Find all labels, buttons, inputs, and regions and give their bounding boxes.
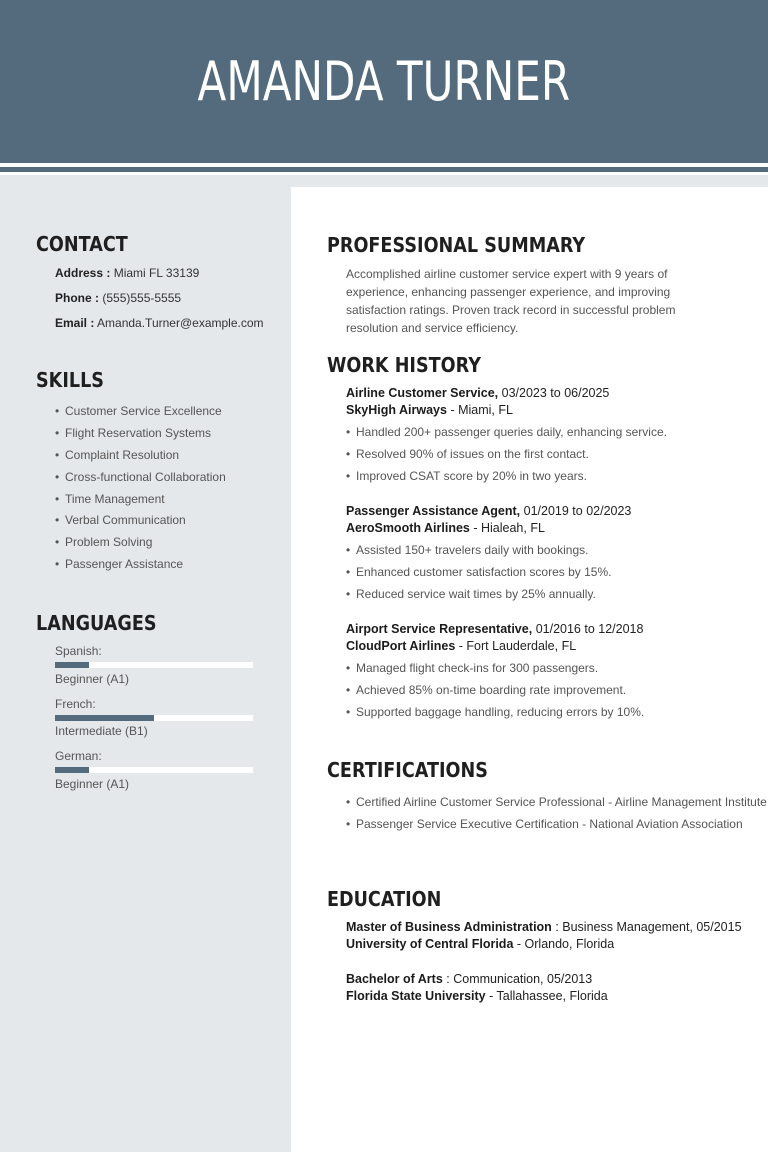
language-proficiency-fill (55, 715, 154, 721)
language-name: Spanish: (55, 644, 102, 658)
job-role: Passenger Assistance Agent, (346, 504, 521, 518)
job-company (346, 521, 545, 535)
job-role: Airport Service Representative, (346, 622, 533, 636)
degree-name: Master of Business Administration (346, 920, 552, 934)
job-company (346, 403, 513, 417)
phone-label: Phone : (55, 291, 99, 305)
job-title (346, 504, 631, 518)
certification-item: • Certified Airline Customer Service Professional - Airline Management Institute (346, 794, 716, 812)
degree-field: : Communication, 05/2013 (446, 972, 593, 986)
language-level: Beginner (A1) (55, 672, 130, 686)
language-proficiency-fill (55, 662, 89, 668)
address-label: Address : (55, 266, 111, 280)
skill-item: • Passenger Assistance (55, 554, 226, 576)
school-name: University of Central Florida (346, 937, 514, 951)
skill-item: • Complaint Resolution (55, 445, 226, 467)
skill-item: • Verbal Communication (55, 510, 226, 532)
education-school (346, 937, 614, 951)
education-heading: EDUCATION (327, 887, 442, 911)
education-school (346, 989, 608, 1003)
job-bullet: • Handled 200+ passenger queries daily, enhancing service. (346, 422, 667, 444)
contact-email (55, 316, 264, 330)
job-company (346, 639, 576, 653)
candidate-name: AMANDA TURNER (197, 50, 571, 113)
skill-item: • Problem Solving (55, 532, 226, 554)
job-dates: 01/2019 to 02/2023 (523, 504, 632, 518)
language-proficiency-fill (55, 767, 89, 773)
job-bullets (346, 540, 611, 606)
job-bullets (346, 658, 644, 724)
job-bullet: • Managed flight check-ins for 300 passengers. (346, 658, 644, 680)
languages-heading: LANGUAGES (36, 611, 157, 635)
language-proficiency-bar (55, 715, 253, 721)
job-bullets (346, 422, 667, 488)
contact-heading: CONTACT (36, 232, 128, 256)
degree-field: : Business Management, 05/2015 (555, 920, 742, 934)
summary-heading: PROFESSIONAL SUMMARY (327, 233, 586, 257)
job-title (346, 622, 643, 636)
school-location: - Orlando, Florida (516, 937, 615, 951)
company-name: CloudPort Airlines (346, 639, 456, 653)
job-bullet: • Achieved 85% on-time boarding rate improvement. (346, 680, 644, 702)
email-label: Email : (55, 316, 95, 330)
job-bullet: • Assisted 150+ travelers daily with bookings. (346, 540, 611, 562)
school-name: Florida State University (346, 989, 486, 1003)
degree-name: Bachelor of Arts (346, 972, 443, 986)
skill-item: • Customer Service Excellence (55, 401, 226, 423)
phone-value: (555)555-5555 (102, 291, 182, 305)
contact-phone (55, 291, 181, 305)
job-bullet: • Enhanced customer satisfaction scores by 15%. (346, 562, 611, 584)
language-proficiency-bar (55, 767, 253, 773)
skill-item: • Cross-functional Collaboration (55, 467, 226, 489)
language-proficiency-bar (55, 662, 253, 668)
language-name: German: (55, 749, 102, 763)
skills-heading: SKILLS (36, 368, 104, 392)
job-bullet: • Reduced service wait times by 25% annually. (346, 584, 611, 606)
header-divider (0, 167, 768, 172)
address-value: Miami FL 33139 (113, 266, 200, 280)
job-bullet: • Improved CSAT score by 20% in two years. (346, 466, 667, 488)
work-history-heading: WORK HISTORY (327, 353, 481, 377)
skill-item: • Time Management (55, 489, 226, 511)
email-value[interactable]: Amanda.Turner@example.com (97, 316, 264, 330)
education-degree (346, 972, 592, 986)
certifications-heading: CERTIFICATIONS (327, 758, 488, 782)
summary-text: Accomplished airline customer service expert with 9 years of experience, enhancing passenger experience, and improving satisfaction ratings. Proven track record in successful problem resolution and service efficiency. (346, 267, 676, 335)
job-title (346, 386, 609, 400)
company-location: - Miami, FL (450, 403, 513, 417)
company-location: - Fort Lauderdale, FL (458, 639, 577, 653)
resume-header (0, 0, 768, 163)
job-bullet: • Resolved 90% of issues on the first contact. (346, 444, 667, 466)
contact-address (55, 266, 199, 280)
language-name: French: (55, 697, 96, 711)
skill-item: • Flight Reservation Systems (55, 423, 226, 445)
job-dates: 03/2023 to 06/2025 (501, 386, 610, 400)
language-level: Intermediate (B1) (55, 724, 148, 738)
job-dates: 01/2016 to 12/2018 (535, 622, 644, 636)
company-name: SkyHigh Airways (346, 403, 447, 417)
company-location: - Hialeah, FL (473, 521, 545, 535)
company-name: AeroSmooth Airlines (346, 521, 470, 535)
certifications-list (346, 794, 767, 837)
education-degree (346, 920, 742, 934)
job-bullet: • Supported baggage handling, reducing errors by 10%. (346, 702, 644, 724)
skills-list (55, 401, 226, 576)
job-role: Airline Customer Service, (346, 386, 499, 400)
language-level: Beginner (A1) (55, 777, 130, 791)
certification-item: • Passenger Service Executive Certification - National Aviation Association (346, 816, 716, 834)
school-location: - Tallahassee, Florida (489, 989, 608, 1003)
